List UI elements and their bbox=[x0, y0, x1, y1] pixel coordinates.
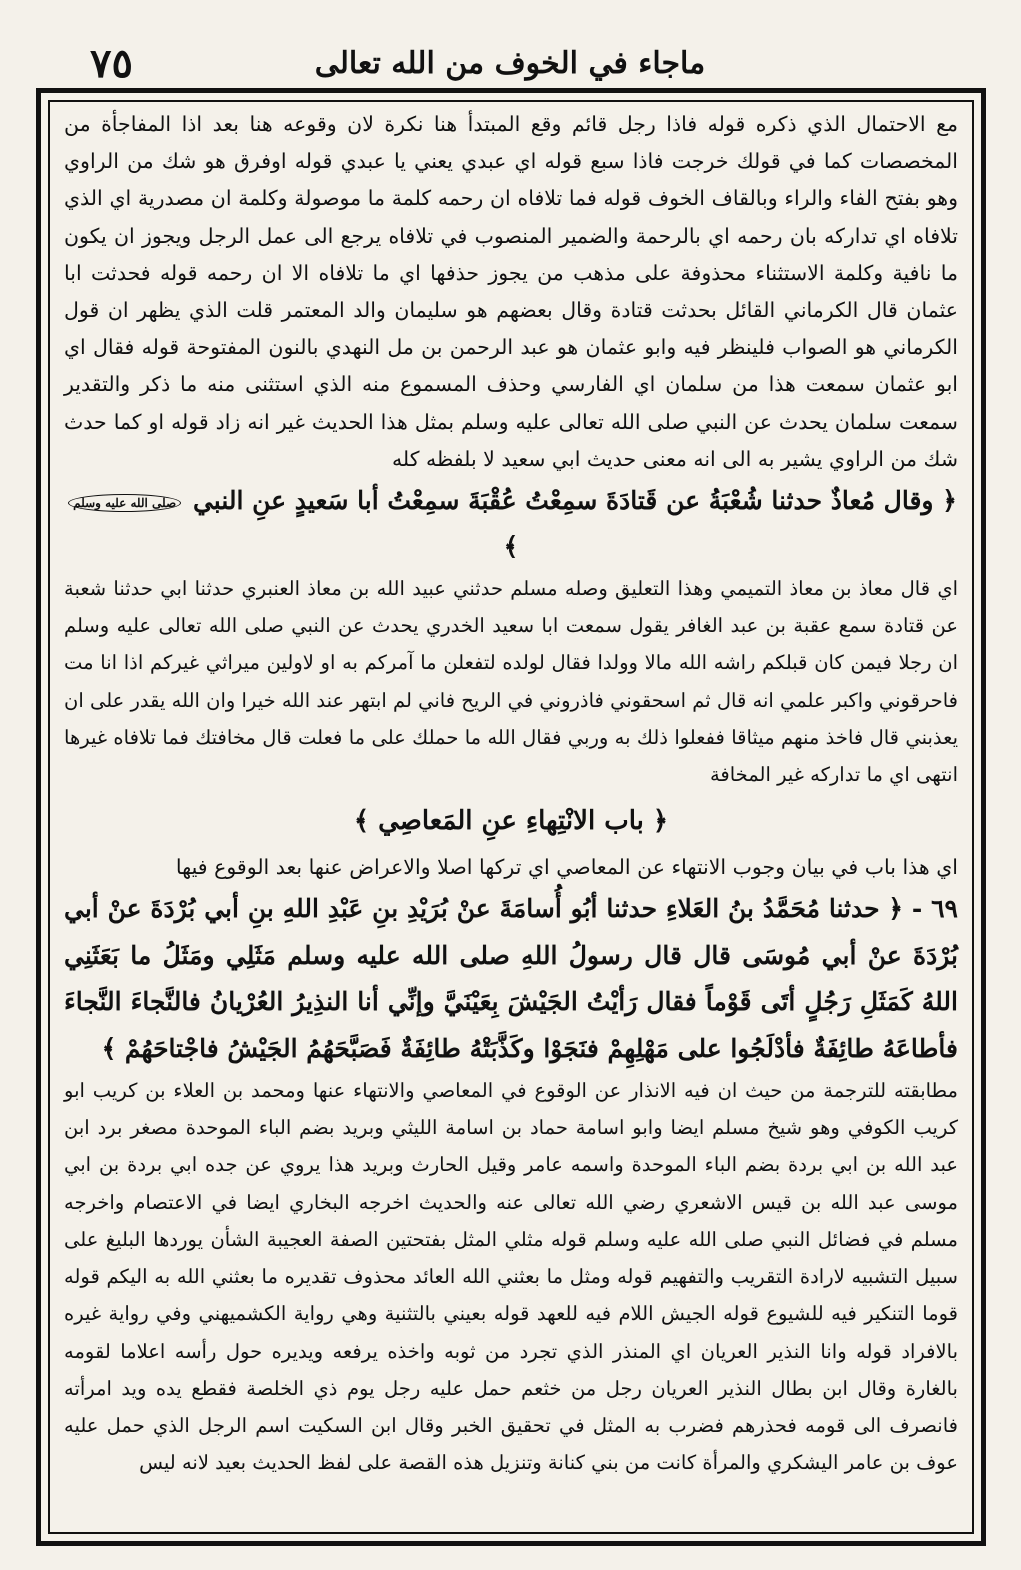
page-number: ٧٥ bbox=[90, 40, 133, 87]
commentary-paragraph-2: اي قال معاذ بن معاذ التميمي وهذا التعليق وصله مسلم حدثني عبيد الله بن معاذ العنبري حدثنا ابي حدثنا شعبة عن قتادة سمع عقبة بن عبد الغافر يقول سمعت ابا سعيد الخدري يحدث عن النبي صلى الله تعالى عليه وسلم ان رجلا فيمن كان قبلكم راشه الله مالا وولدا فقال لولده لتفعلن ما آمركم به او لاولين ميراثي غيركم اذا انا مت فاحرقوني واكبر علمي انه قال ثم اسحقوني فاذروني في الريح فاني لم ابتهر عند الله خيرا وان الله يقدر على ان يعذبني قال فاخذ منهم ميثاقا ففعلوا ذلك به وربي فقال الله ما حملك على ما فعلت قال مخافتك فما تلافاه غيرها انتهى اي ما تداركه غير المخافة bbox=[64, 577, 958, 787]
chapter-heading: ﴿ باب الانْتِهاءِ عنِ المَعاصِي ﴾ bbox=[353, 806, 669, 837]
hadith-main-text: مُحَمَّدُ بنُ العَلاءِ حدثنا أبُو أُسامَةَ عنْ بُرَيْدِ بنِ عَبْدِ اللهِ بنِ أبي بُرْدَةَ عنْ أبي بُرْدَةَ عنْ أبي مُوسَى قال قال رسولُ اللهِ صلى الله عليه وسلم مَثَلِي ومَثَلُ ما بَعَثَنِي اللهُ كَمَثَلِ رَجُلٍ أتَى قَوْماً فقال رَأيْتُ الجَيْشَ بِعَيْنَيَّ وإنِّي أنا النذِيرُ العُرْيانُ فالنَّجاءَ النَّجاءَ فأطاعَهُ طائِفَةٌ فأدْلَجُوا على مَهْلِهِمْ فنَجَوْا وكَذَّبَتْهُ طائِفَةٌ فَصَبَّحَهُمُ الجَيْشُ فاجْتاحَهُمْ bbox=[64, 894, 958, 1063]
chapter-title: باب الانْتِهاءِ عنِ المَعاصِي bbox=[378, 806, 644, 837]
page-header bbox=[40, 38, 980, 88]
chapter-explanation: اي هذا باب في بيان وجوب الانتهاء عن المعاصي اي تركها اصلا والاعراض عنها بعد الوقوع فيها bbox=[175, 855, 958, 880]
commentary-paragraph-3: مطابقته للترجمة من حيث ان فيه الانذار عن الوقوع في المعاصي والانتهاء عنها ومحمد بن العلاء بن كريب ابو كريب الكوفي وهو شيخ مسلم ايضا وابو اسامة حماد بن اسامة الليثي وبريد بضم الباء الموحدة مصغر برد ابن عبد الله بن ابي بردة بضم الباء الموحدة واسمه عامر وقيل الحارث وبريد هذا يروي عن جده ابي بردة بن ابي موسى عبد الله بن قيس الاشعري رضي الله تعالى عنه والحديث اخرجه البخاري ايضا في الاعتصام واخرجه مسلم في فضائل النبي صلى الله عليه وسلم قوله مثلي المثل بفتحتين الصفة العجيبة الشأن يوردها البليغ على سبيل التشبيه لارادة التقريب والتفهيم قوله ومثل ما بعثني الله العائد محذوف تقديره ما بعثني الله به اليكم قوله قوما التنكير فيه للشيوع قوله الجيش اللام فيه للعهد قوله بعيني بالتثنية وهي رواية الكشميهني وفي رواية غيره بالافراد قوله وانا النذير العريان اي المنذر الذي تجرد من ثوبه واخذه يرفعه ويديره حول رأسه اعلاما لقومه بالغارة وقال ابن بطال النذير العريان رجل من خثعم حمل عليه رجل يوم ذي الخلصة فقطع يده ويد امرأته فانصرف الى قومه فحذرهم فضرب به المثل في تحقيق الخبر وقال ابن السكيت اسم الرجل الذي حمل عليه عوف بن عامر اليشكري والمرأة كانت من بني كنانة وتنزيل هذه القصة على لفظ الحديث بعيد لانه ليس bbox=[64, 1079, 958, 1475]
page-body bbox=[48, 100, 974, 1534]
hadith-main: ٦٩ - ﴿ حدثنا مُحَمَّدُ بنُ العَلاءِ حدثنا أبُو أُسامَةَ عنْ بُرَيْدِ بنِ عَبْدِ اللهِ بنِ أبي بُرْدَةَ عنْ أبي بُرْدَةَ عنْ أبي مُوسَى قال قال رسولُ اللهِ صلى الله عليه وسلم مَثَلِي ومَثَلُ ما بَعَثَنِي اللهُ كَمَثَلِ رَجُلٍ أتَى قَوْماً فقال رَأيْتُ الجَيْشَ بِعَيْنَيَّ وإنِّي أنا النذِيرُ العُرْيانُ فالنَّجاءَ النَّجاءَ فأطاعَهُ طائِفَةٌ فأدْلَجُوا على مَهْلِهِمْ فنَجَوْا وكَذَّبَتْهُ طائِفَةٌ فَصَبَّحَهُمُ الجَيْشُ فاجْتاحَهُمْ ﴾ bbox=[64, 894, 958, 1063]
hadith-number: ٦٩ - bbox=[911, 894, 958, 924]
running-title: ماجاء في الخوف من الله تعالى bbox=[314, 46, 706, 81]
hadith-opening: حدثنا bbox=[828, 894, 880, 924]
hadith-mualaq: ﴿ وقال مُعاذٌ حدثنا شُعْبَةُ عن قَتادَةَ سمِعْتُ عُقْبَةَ سمِعْتُ أبا سَعيدٍ عنِ النبي صلى الله عليه وسلم ﴾ bbox=[64, 478, 958, 570]
salutation-seal: صلى الله عليه وسلم bbox=[68, 494, 181, 512]
hadith-mualaq-text: وقال مُعاذٌ حدثنا شُعْبَةُ عن قَتادَةَ سمِعْتُ عُقْبَةَ سمِعْتُ أبا سَعيدٍ عنِ النبي bbox=[192, 486, 934, 516]
commentary-paragraph-1: مع الاحتمال الذي ذكره قوله فاذا رجل قائم وقع المبتدأ هنا نكرة لان وقوعه هنا بعد اذا المفاجأة من المخصصات كما في قولك خرجت فاذا سبع قوله اي عبدي يعني يا عبدي قوله اوفرق هو شك من الراوي وهو بفتح الفاء والراء وبالقاف الخوف قوله فما تلافاه ان رحمه كلمة ما موصولة وكلمة ان مصدرية اي الذي تلافاه اي تداركه بان رحمه اي بالرحمة والضمير المنصوب في تلافاه يرجع الى عمل الرجل ويجوز ان يكون ما نافية وكلمة الاستثناء محذوفة على مذهب من يجوز حذفها اي ما تلافاه الا ان رحمه قوله فحدثت ابا عثمان قال الكرماني القائل بحدثت قتادة وقال بعضهم هو سليمان والد المعتمر قلت الذي يظهر ان قول الكرماني هو الصواب فلينظر فيه وابو عثمان هو عبد الرحمن بن مل النهدي بالنون المفتوحة قوله فقال اي ابو عثمان سمعت هذا من سلمان اي الفارسي وحذف المسموع منه الذي استثنى منه ما ذكر والتقدير سمعت سلمان يحدث عن النبي صلى الله تعالى عليه وسلم بمثل هذا الحديث غير انه زاد قوله او كما حدث شك من الراوي يشير به الى انه معنى حديث ابي سعيد لا بلفظه كله bbox=[64, 112, 958, 471]
